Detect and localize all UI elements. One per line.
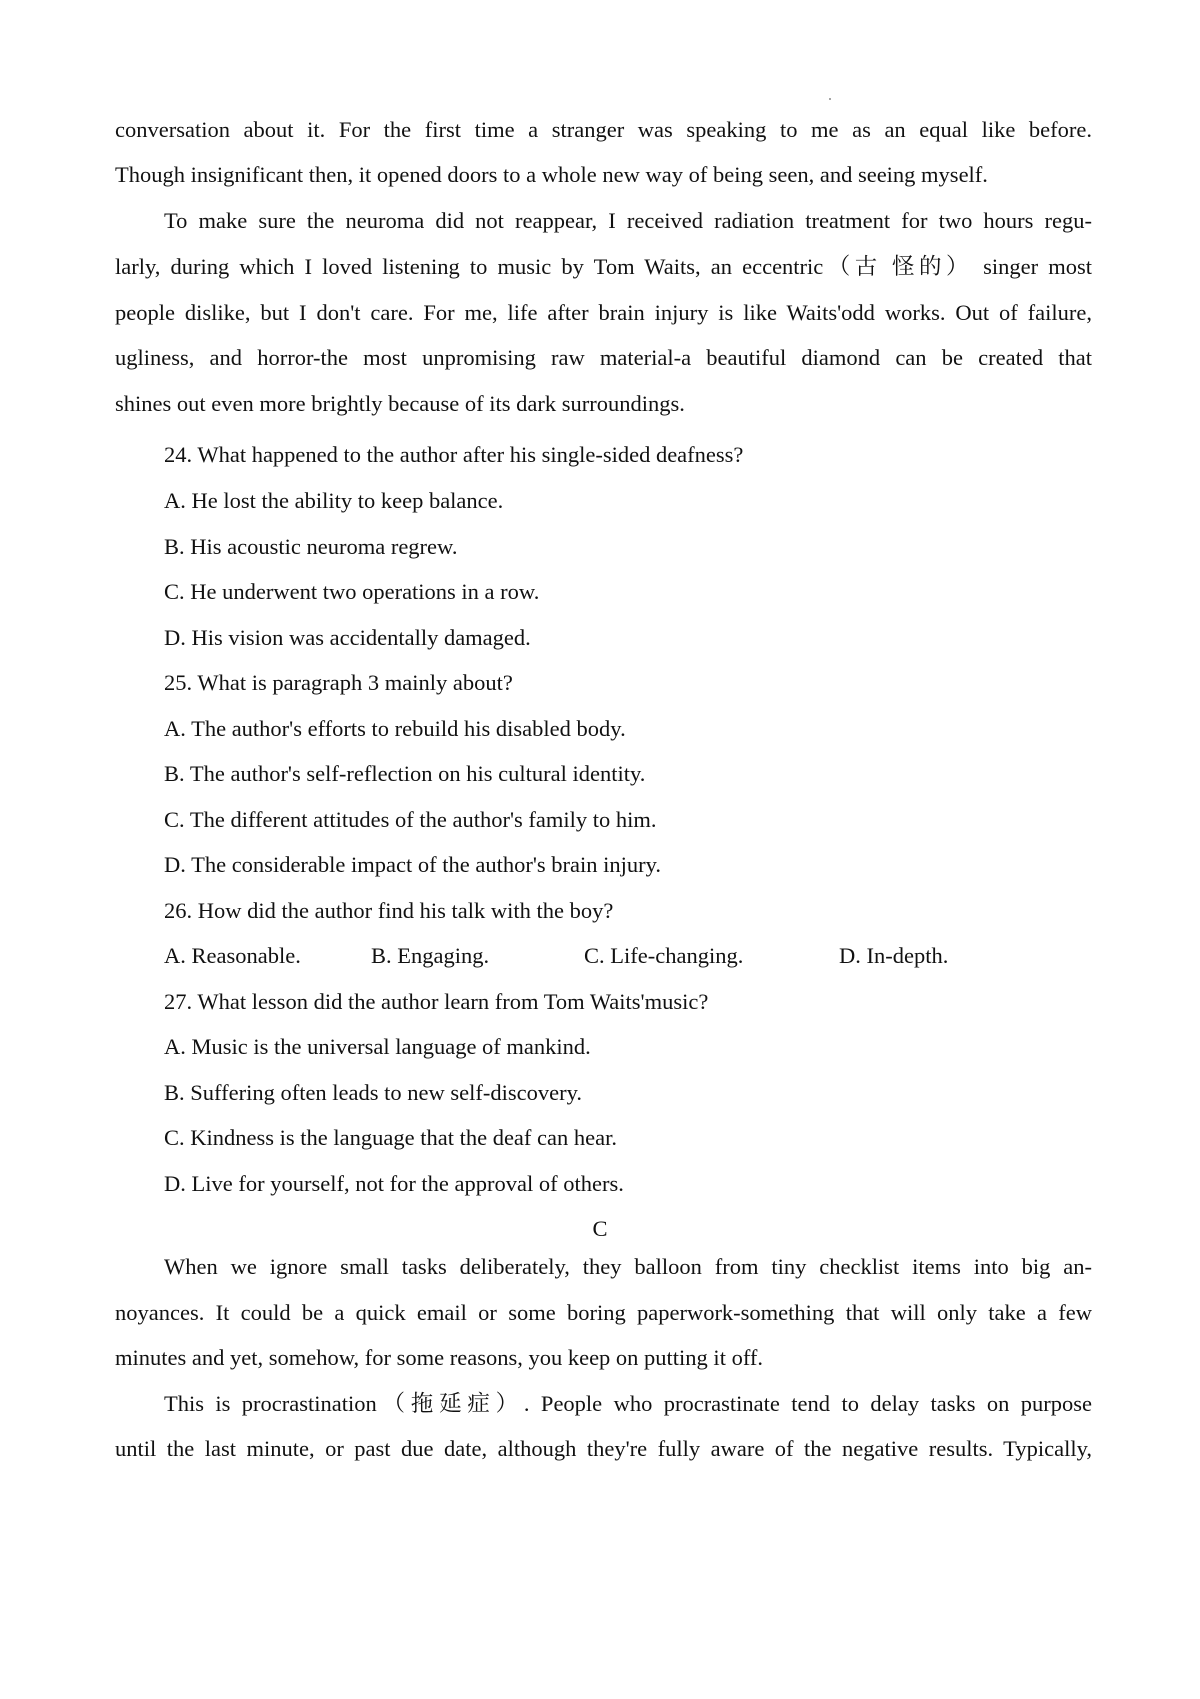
paragraph-line: larly, during which I loved listening to music by Tom Waits, an eccentric（古 怪的） singer most <box>115 254 1092 279</box>
question-stem-26: 26. How did the author find his talk with the boy? <box>164 898 614 923</box>
option-25-a[interactable]: A. The author's efforts to rebuild his disabled body. <box>164 716 626 741</box>
option-27-b[interactable]: B. Suffering often leads to new self-discovery. <box>164 1080 583 1105</box>
option-24-d[interactable]: D. His vision was accidentally damaged. <box>164 625 531 650</box>
option-26-a[interactable]: A. Reasonable. <box>164 943 301 968</box>
paragraph-line: This is procrastination（拖延症）. People who procrastinate tend to delay tasks on purpose <box>164 1391 1092 1416</box>
option-27-a[interactable]: A. Music is the universal language of mankind. <box>164 1034 591 1059</box>
option-26-b[interactable]: B. Engaging. <box>371 943 490 968</box>
paragraph-line: noyances. It could be a quick email or some boring paperwork-something that will only take a few <box>115 1300 1092 1325</box>
question-stem-25: 25. What is paragraph 3 mainly about? <box>164 670 513 695</box>
paragraph-line: people dislike, but I don't care. For me, life after brain injury is like Waits'odd works. Out of failure, <box>115 300 1092 325</box>
option-24-c[interactable]: C. He underwent two operations in a row. <box>164 579 540 604</box>
option-25-d[interactable]: D. The considerable impact of the author's brain injury. <box>164 852 662 877</box>
option-24-a[interactable]: A. He lost the ability to keep balance. <box>164 488 504 513</box>
option-24-b[interactable]: B. His acoustic neuroma regrew. <box>164 534 458 559</box>
option-26-c[interactable]: C. Life-changing. <box>584 943 744 968</box>
option-25-b[interactable]: B. The author's self-reflection on his cultural identity. <box>164 761 646 786</box>
option-27-c[interactable]: C. Kindness is the language that the deaf can hear. <box>164 1125 617 1150</box>
paragraph-line: minutes and yet, somehow, for some reasons, you keep on putting it off. <box>115 1345 764 1370</box>
scan-mark <box>829 98 831 100</box>
question-stem-27: 27. What lesson did the author learn from Tom Waits'music? <box>164 989 709 1014</box>
paragraph-line: When we ignore small tasks deliberately, they balloon from tiny checklist items into big an- <box>164 1254 1092 1279</box>
question-stem-24: 24. What happened to the author after his single-sided deafness? <box>164 442 744 467</box>
paragraph-line: To make sure the neuroma did not reappear, I received radiation treatment for two hours regu- <box>164 208 1092 233</box>
option-25-c[interactable]: C. The different attitudes of the author's family to him. <box>164 807 657 832</box>
paragraph-line: conversation about it. For the first time a stranger was speaking to me as an equal like before. <box>115 117 1092 142</box>
paragraph-line: ugliness, and horror-the most unpromising raw material-a beautiful diamond can be created that <box>115 345 1092 370</box>
paragraph-line: shines out even more brightly because of its dark surroundings. <box>115 391 685 416</box>
paragraph-line: Though insignificant then, it opened doors to a whole new way of being seen, and seeing myself. <box>115 162 988 187</box>
section-heading: C <box>592 1216 608 1241</box>
option-27-d[interactable]: D. Live for yourself, not for the approval of others. <box>164 1171 624 1196</box>
paragraph-line: until the last minute, or past due date, although they're fully aware of the negative results. Typically, <box>115 1436 1092 1461</box>
option-26-d[interactable]: D. In-depth. <box>839 943 949 968</box>
